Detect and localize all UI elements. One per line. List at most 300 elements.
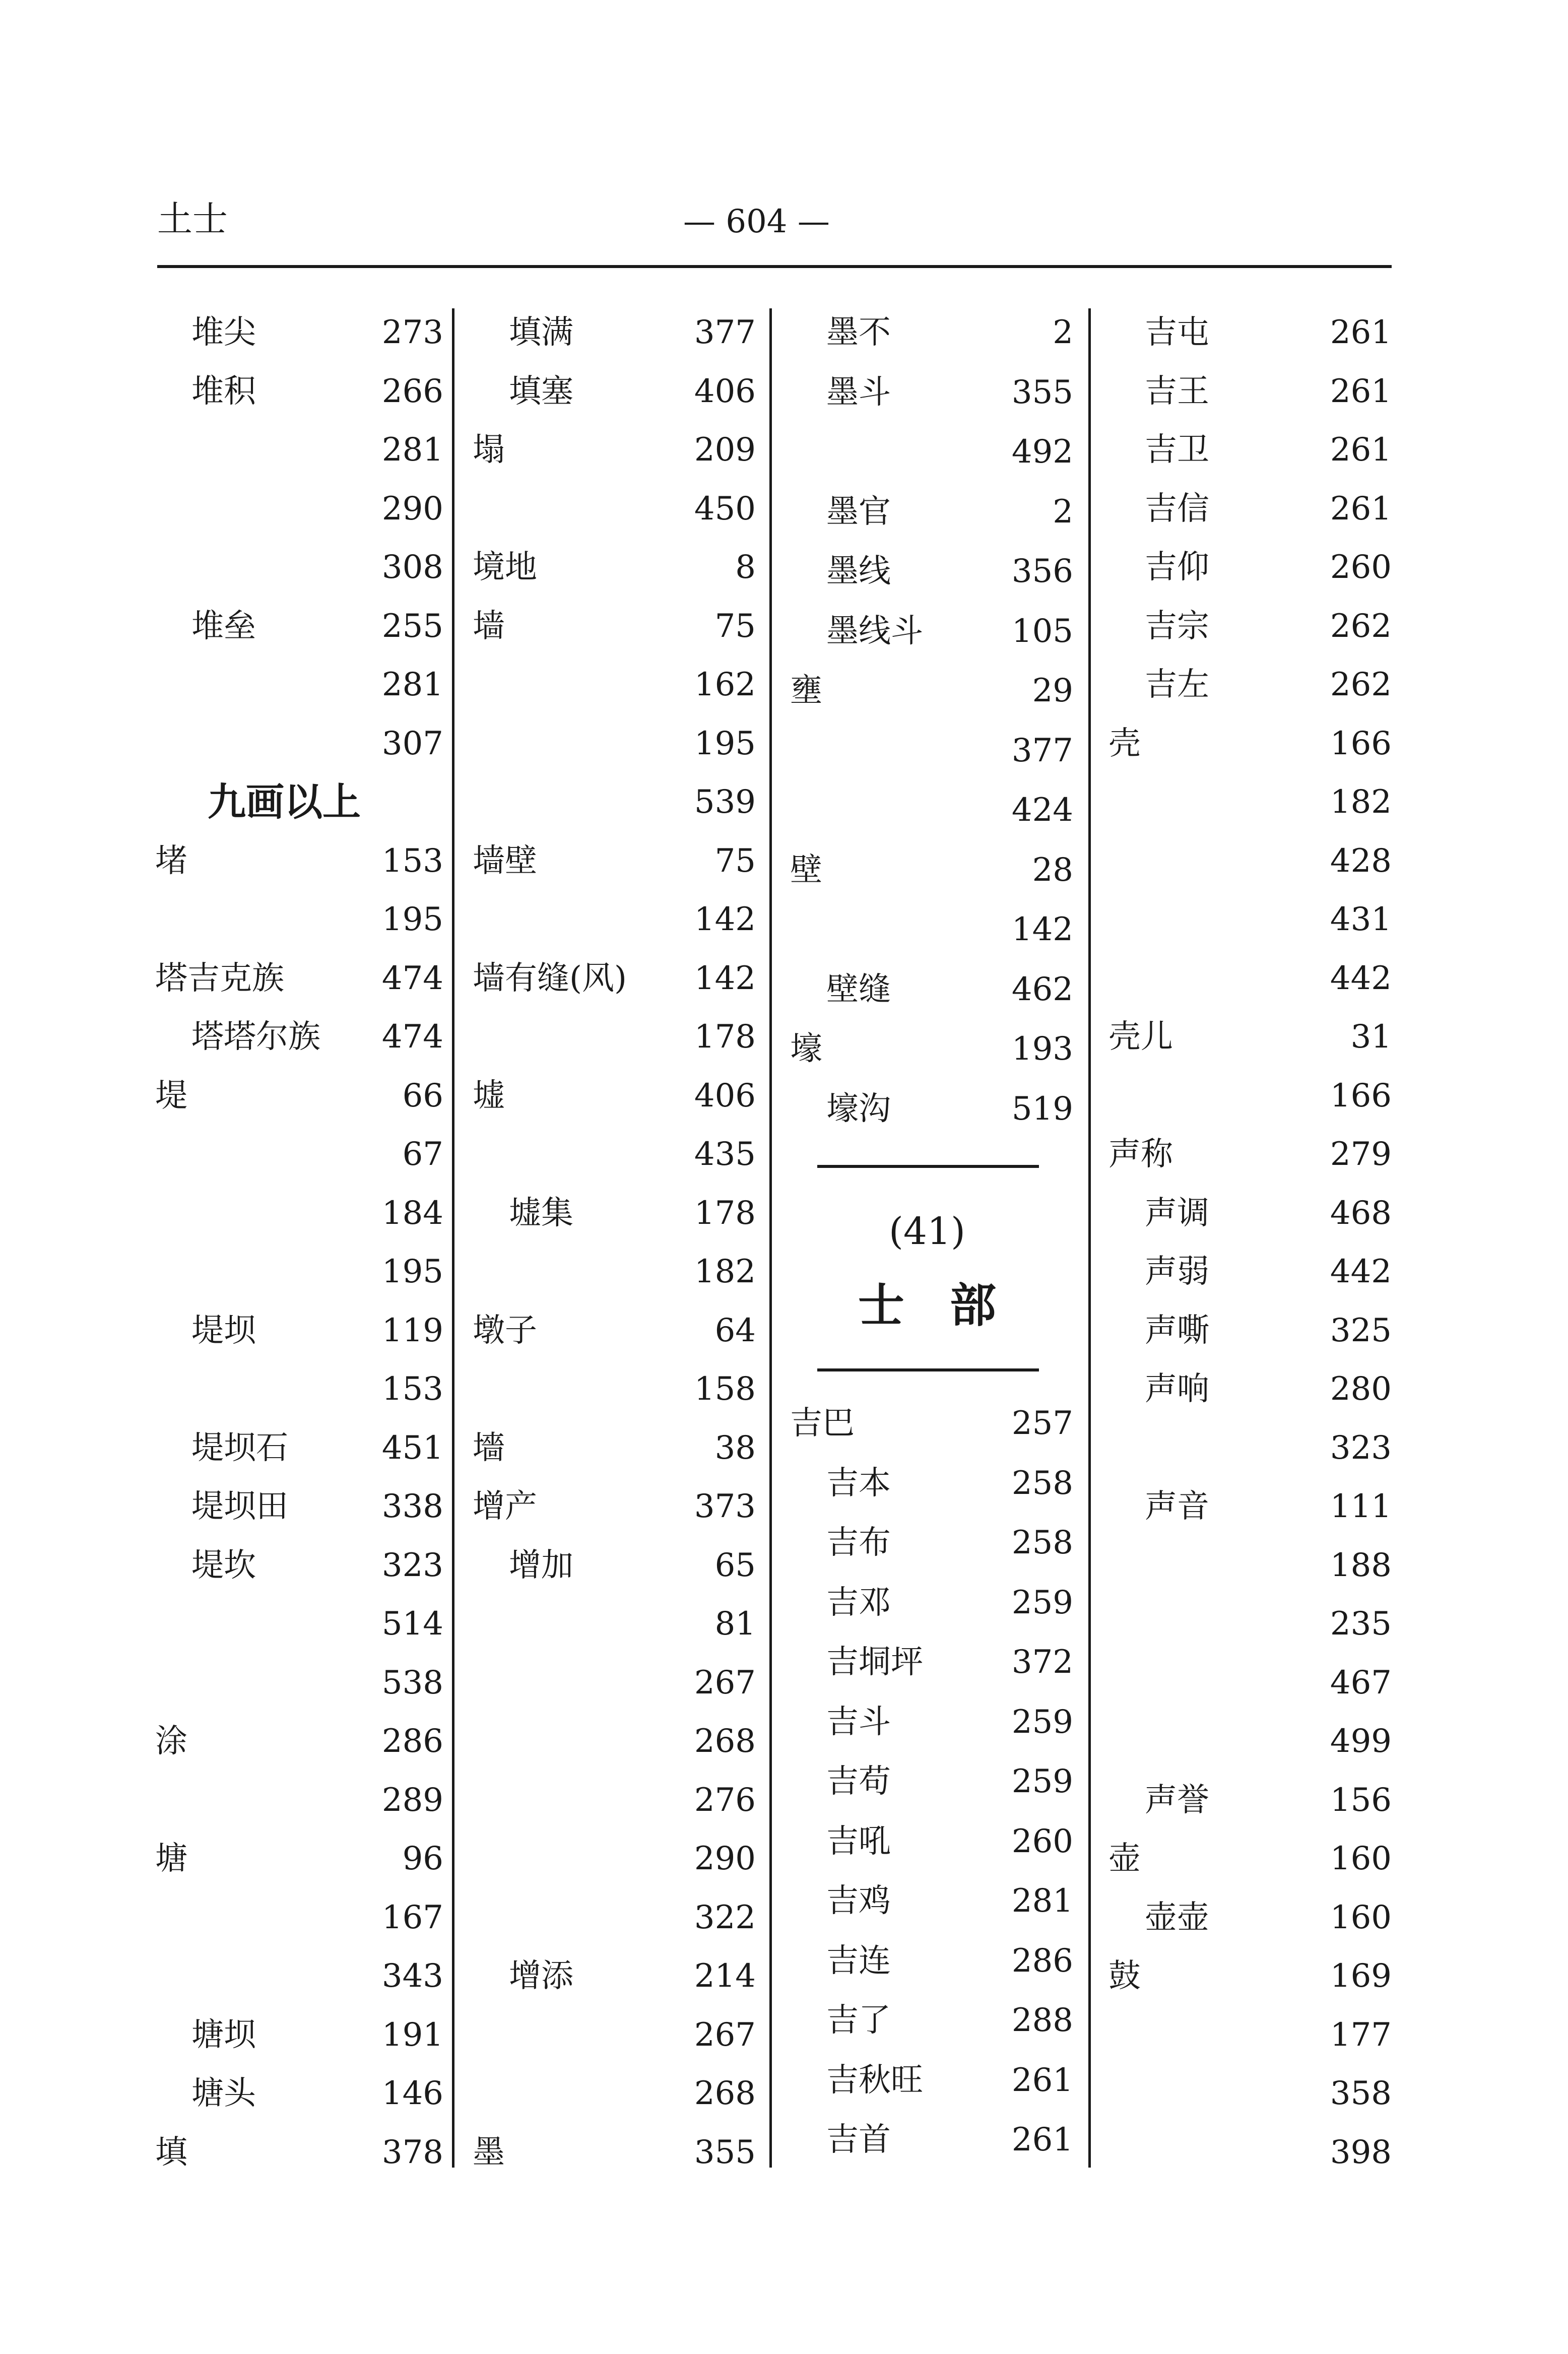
index-entry [469, 2128, 756, 2177]
index-entry [469, 1835, 756, 1883]
entry-page-number: 162 [694, 666, 756, 703]
entry-page-number: 268 [694, 2075, 756, 2112]
entry-page-number: 75 [714, 607, 756, 645]
entry-page-number: 178 [694, 1194, 756, 1232]
index-entry [786, 667, 1073, 715]
index-column-4 [1104, 308, 1392, 2171]
entry-page-number: 378 [381, 2133, 443, 2171]
index-entry [151, 1072, 443, 1120]
index-entry [469, 2069, 756, 2118]
index-entry [786, 1877, 1073, 1925]
index-entry [151, 1835, 443, 1883]
index-entry [1104, 1835, 1392, 1883]
entry-page-number: 177 [1330, 2016, 1392, 2054]
entry-term: 吉连 [826, 1942, 891, 1980]
index-entry [469, 308, 756, 357]
entry-page-number: 167 [381, 1899, 443, 1936]
entry-page-number: 188 [1330, 1546, 1392, 1584]
page-number: — 604 — [683, 203, 830, 240]
entry-term: 墨官 [826, 493, 891, 531]
entry-page-number: 261 [1330, 490, 1392, 528]
entry-term: 吉鸡 [826, 1882, 891, 1920]
index-entry [469, 1072, 756, 1120]
index-entry [786, 1996, 1073, 2045]
index-entry [151, 1248, 443, 1296]
entry-term: 吉信 [1145, 490, 1209, 528]
index-entry [786, 308, 1073, 357]
index-entry [151, 895, 443, 944]
entry-term: 壶 [1108, 1840, 1141, 1877]
entry-page-number: 514 [381, 1605, 443, 1643]
index-entry [469, 367, 756, 416]
index-entry [786, 547, 1073, 596]
index-entry [786, 965, 1073, 1014]
entry-page-number: 111 [1330, 1488, 1392, 1525]
running-head-left: 土士 [157, 199, 228, 240]
column-divider [769, 308, 772, 2168]
index-entry [151, 1600, 443, 1648]
index-entry [469, 1013, 756, 1061]
index-column-1 [151, 308, 443, 2171]
entry-page-number: 158 [694, 1370, 756, 1408]
entry-page-number: 235 [1330, 1605, 1392, 1643]
entry-term: 塌 [473, 431, 505, 469]
entry-page-number: 325 [1330, 1312, 1392, 1349]
index-entry [151, 485, 443, 533]
entry-page-number: 281 [381, 666, 443, 703]
index-entry [469, 1541, 756, 1590]
index-column-3 [786, 308, 1073, 2171]
index-entry [151, 1365, 443, 1413]
entry-page-number: 261 [1330, 372, 1392, 410]
entry-term: 壕沟 [826, 1090, 891, 1128]
index-entry [786, 1817, 1073, 1866]
entry-term: 墨不 [826, 314, 891, 351]
index-entry [469, 1424, 756, 1472]
index-entry [469, 1600, 756, 1648]
entry-term: 墙 [473, 607, 505, 645]
index-entry [151, 426, 443, 474]
entry-page-number: 153 [381, 842, 443, 880]
index-entry [151, 308, 443, 357]
entry-page-number: 451 [381, 1429, 443, 1467]
entry-term: 填 [155, 2133, 187, 2171]
section-heading: 九画以上 [208, 779, 361, 824]
index-entry [1104, 1893, 1392, 1942]
index-entry [1104, 1717, 1392, 1766]
index-entry [469, 778, 756, 826]
index-entry [1104, 1248, 1392, 1296]
index-entry [469, 1893, 756, 1942]
index-entry [1104, 485, 1392, 533]
index-entry [786, 1638, 1073, 1686]
index-entry [786, 727, 1073, 775]
entry-page-number: 290 [694, 1840, 756, 1877]
entry-page-number: 193 [1011, 1030, 1073, 1068]
entry-term: 吉卫 [1145, 431, 1209, 469]
section-rule-bottom [817, 1368, 1039, 1371]
entry-page-number: 355 [694, 2133, 756, 2171]
entry-term: 堵 [155, 842, 187, 880]
entry-page-number: 153 [381, 1370, 443, 1408]
column-divider [452, 308, 454, 2168]
index-entry [786, 607, 1073, 656]
entry-page-number: 259 [1011, 1703, 1073, 1741]
entry-term: 堆尖 [191, 314, 256, 351]
entry-page-number: 142 [1011, 911, 1073, 948]
entry-term: 境地 [473, 549, 537, 586]
entry-term: 增加 [509, 1546, 573, 1584]
entry-page-number: 343 [381, 1957, 443, 1995]
entry-page-number: 28 [1032, 851, 1073, 889]
entry-term: 声音 [1145, 1488, 1209, 1525]
index-entry [469, 1659, 756, 1707]
entry-page-number: 442 [1330, 959, 1392, 997]
entry-page-number: 65 [714, 1546, 756, 1584]
index-entry [1104, 1424, 1392, 1472]
index-entry [469, 720, 756, 768]
entry-term: 声响 [1145, 1370, 1209, 1408]
entry-page-number: 209 [694, 431, 756, 469]
entry-page-number: 66 [402, 1077, 443, 1115]
entry-term: 墻 [473, 1429, 505, 1467]
entry-page-number: 450 [694, 490, 756, 528]
entry-term: 吉仰 [1145, 549, 1209, 586]
entry-page-number: 195 [381, 901, 443, 938]
entry-page-number: 67 [402, 1136, 443, 1173]
entry-term: 壳儿 [1108, 1018, 1173, 1056]
entry-page-number: 261 [1330, 431, 1392, 469]
entry-page-number: 281 [381, 431, 443, 469]
entry-term: 塘 [155, 1840, 187, 1877]
entry-term: 吉屯 [1145, 314, 1209, 351]
entry-term: 涂 [155, 1723, 187, 1760]
index-entry [469, 1189, 756, 1237]
entry-page-number: 142 [694, 901, 756, 938]
entry-page-number: 166 [1330, 725, 1392, 762]
index-entry [1104, 1482, 1392, 1531]
entry-page-number: 2 [1053, 314, 1073, 351]
index-entry [1104, 543, 1392, 592]
entry-page-number: 260 [1011, 1822, 1073, 1860]
entry-page-number: 267 [694, 1664, 756, 1702]
entry-page-number: 259 [1011, 1584, 1073, 1621]
entry-term: 堤坝石 [191, 1429, 288, 1467]
index-entry [786, 846, 1073, 894]
index-entry [151, 1776, 443, 1824]
entry-page-number: 169 [1330, 1957, 1392, 1995]
index-entry [151, 661, 443, 709]
index-entry [786, 1025, 1073, 1073]
index-entry [151, 837, 443, 885]
index-entry [1104, 954, 1392, 1003]
section-number: (41) [889, 1210, 965, 1253]
entry-page-number: 355 [1011, 373, 1073, 411]
index-entry [1104, 778, 1392, 826]
index-entry [469, 1482, 756, 1531]
index-entry [1104, 1013, 1392, 1061]
index-entry [786, 488, 1073, 536]
entry-page-number: 288 [1011, 2002, 1073, 2039]
entry-term: 吉苟 [826, 1763, 891, 1800]
entry-page-number: 442 [1330, 1253, 1392, 1290]
entry-term: 墟 [473, 1077, 505, 1115]
index-entry [786, 786, 1073, 834]
index-entry [786, 1085, 1073, 1133]
entry-term: 墨 [473, 2133, 505, 2171]
index-entry [1104, 1776, 1392, 1824]
entry-page-number: 195 [694, 725, 756, 762]
entry-page-number: 474 [381, 959, 443, 997]
entry-page-number: 279 [1330, 1136, 1392, 1173]
index-entry [786, 2056, 1073, 2105]
index-entry [469, 954, 756, 1003]
entry-page-number: 166 [1330, 1077, 1392, 1115]
index-entry [151, 1717, 443, 1766]
section-rule-top [817, 1165, 1039, 1168]
entry-page-number: 31 [1350, 1018, 1392, 1056]
entry-page-number: 356 [1011, 553, 1073, 590]
entry-page-number: 2 [1053, 493, 1073, 531]
index-entry [469, 2011, 756, 2059]
entry-term: 吉布 [826, 1524, 891, 1561]
entry-term: 壁缝 [826, 970, 891, 1008]
entry-term: 吉秋旺 [826, 2061, 923, 2099]
index-entry [786, 1459, 1073, 1508]
index-entry [786, 2116, 1073, 2164]
entry-page-number: 338 [381, 1488, 443, 1525]
entry-term: 声嘶 [1145, 1312, 1209, 1349]
entry-page-number: 435 [694, 1136, 756, 1173]
entry-term: 墙壁 [473, 842, 537, 880]
index-entry [786, 1757, 1073, 1806]
entry-term: 墨斗 [826, 373, 891, 411]
entry-page-number: 214 [694, 1957, 756, 1995]
entry-term: 堤坝 [191, 1312, 256, 1349]
entry-page-number: 398 [1330, 2133, 1392, 2171]
entry-term: 堤坎 [191, 1546, 256, 1584]
entry-page-number: 276 [694, 1781, 756, 1819]
index-entry [151, 1482, 443, 1531]
entry-term: 声调 [1145, 1194, 1209, 1232]
entry-page-number: 307 [381, 725, 443, 762]
entry-term: 填塞 [509, 372, 573, 410]
entry-term: 堤 [155, 1077, 187, 1115]
entry-page-number: 492 [1011, 433, 1073, 471]
entry-term: 壶壶 [1145, 1899, 1209, 1936]
entry-page-number: 467 [1330, 1664, 1392, 1702]
entry-page-number: 308 [381, 549, 443, 586]
index-entry [786, 905, 1073, 954]
entry-term: 鼓 [1108, 1957, 1141, 1995]
entry-page-number: 373 [694, 1488, 756, 1525]
index-entry [469, 1130, 756, 1179]
section-title: 士部 [858, 1279, 1041, 1333]
entry-page-number: 75 [714, 842, 756, 880]
column-divider [1088, 308, 1091, 2168]
entry-page-number: 286 [381, 1723, 443, 1760]
entry-page-number: 105 [1011, 612, 1073, 650]
index-entry [469, 1776, 756, 1824]
entry-term: 吉王 [1145, 372, 1209, 410]
entry-page-number: 323 [381, 1546, 443, 1584]
entry-term: 壳 [1108, 725, 1141, 762]
entry-page-number: 539 [694, 783, 756, 821]
entry-page-number: 474 [381, 1018, 443, 1056]
entry-page-number: 289 [381, 1781, 443, 1819]
entry-term: 壕 [790, 1030, 822, 1068]
entry-term: 塘头 [191, 2075, 256, 2112]
index-entry [1104, 1600, 1392, 1648]
entry-page-number: 195 [381, 1253, 443, 1290]
index-entry [151, 1189, 443, 1237]
index-entry [786, 1698, 1073, 1746]
entry-page-number: 184 [381, 1194, 443, 1232]
index-entry [1104, 2069, 1392, 2118]
entry-term: 堆垒 [191, 607, 256, 645]
entry-page-number: 261 [1330, 314, 1392, 351]
index-entry [1104, 1130, 1392, 1179]
entry-page-number: 259 [1011, 1763, 1073, 1800]
entry-page-number: 431 [1330, 901, 1392, 938]
index-column-2 [469, 308, 756, 2171]
entry-term: 墩子 [473, 1312, 537, 1349]
entry-page-number: 156 [1330, 1781, 1392, 1819]
index-entry [151, 2128, 443, 2177]
index-entry [469, 1952, 756, 2000]
entry-term: 吉本 [826, 1464, 891, 1502]
entry-term: 声誉 [1145, 1781, 1209, 1819]
entry-page-number: 142 [694, 959, 756, 997]
entry-page-number: 428 [1330, 842, 1392, 880]
entry-page-number: 519 [1011, 1090, 1073, 1128]
index-entry [469, 661, 756, 709]
entry-page-number: 257 [1011, 1405, 1073, 1442]
entry-page-number: 182 [694, 1253, 756, 1290]
index-entry [1104, 367, 1392, 416]
entry-page-number: 462 [1011, 970, 1073, 1008]
index-entry [151, 720, 443, 768]
entry-page-number: 468 [1330, 1194, 1392, 1232]
entry-page-number: 280 [1330, 1370, 1392, 1408]
entry-page-number: 286 [1011, 1942, 1073, 1980]
index-entry [469, 543, 756, 592]
entry-page-number: 322 [694, 1899, 756, 1936]
index-entry [469, 1306, 756, 1355]
entry-page-number: 377 [694, 314, 756, 351]
index-entry [151, 367, 443, 416]
entry-term: 堆积 [191, 372, 256, 410]
index-entry [151, 1306, 443, 1355]
entry-term: 吉吼 [826, 1822, 891, 1860]
entry-page-number: 29 [1032, 672, 1073, 709]
index-entry [1104, 602, 1392, 650]
index-entry [469, 837, 756, 885]
entry-page-number: 182 [1330, 783, 1392, 821]
entry-page-number: 372 [1011, 1644, 1073, 1681]
entry-page-number: 178 [694, 1018, 756, 1056]
entry-page-number: 267 [694, 2016, 756, 2054]
entry-page-number: 261 [1011, 2121, 1073, 2159]
index-entry [469, 1717, 756, 1766]
index-entry [1104, 720, 1392, 768]
index-entry [1104, 1952, 1392, 2000]
entry-term: 壁 [790, 851, 822, 889]
index-entry [469, 1365, 756, 1413]
entry-term: 墟集 [509, 1194, 573, 1232]
entry-page-number: 406 [694, 372, 756, 410]
entry-term: 声称 [1108, 1136, 1173, 1173]
index-entry [1104, 895, 1392, 944]
entry-term: 吉首 [826, 2121, 891, 2159]
entry-page-number: 538 [381, 1664, 443, 1702]
index-entry [151, 2011, 443, 2059]
entry-page-number: 255 [381, 607, 443, 645]
index-entry [151, 1541, 443, 1590]
entry-page-number: 38 [714, 1429, 756, 1467]
index-entry [151, 543, 443, 592]
entry-page-number: 96 [402, 1840, 443, 1877]
index-entry [786, 1579, 1073, 1627]
entry-term: 墨线 [826, 553, 891, 590]
entry-page-number: 358 [1330, 2075, 1392, 2112]
index-entry [151, 602, 443, 650]
index-entry [151, 2069, 443, 2118]
entry-term: 塔塔尔族 [191, 1018, 320, 1056]
index-entry [1104, 1541, 1392, 1590]
entry-page-number: 260 [1330, 549, 1392, 586]
entry-page-number: 266 [381, 372, 443, 410]
index-entry [1104, 426, 1392, 474]
entry-page-number: 191 [381, 2016, 443, 2054]
entry-page-number: 64 [714, 1312, 756, 1349]
index-entry [1104, 837, 1392, 885]
index-entry [1104, 1072, 1392, 1120]
entry-page-number: 499 [1330, 1723, 1392, 1760]
index-entry [1104, 1365, 1392, 1413]
index-entry [151, 1013, 443, 1061]
entry-term: 墙有缝(风) [473, 959, 627, 997]
index-entry [786, 1937, 1073, 1985]
entry-page-number: 258 [1011, 1524, 1073, 1561]
entry-page-number: 81 [714, 1605, 756, 1643]
index-entry [151, 1659, 443, 1707]
entry-term: 吉宗 [1145, 607, 1209, 645]
index-entry [469, 426, 756, 474]
entry-page-number: 424 [1011, 792, 1073, 829]
entry-term: 吉左 [1145, 666, 1209, 703]
entry-term: 塘坝 [191, 2016, 256, 2054]
index-entry [151, 1952, 443, 2000]
index-entry [786, 368, 1073, 417]
index-entry [151, 954, 443, 1003]
entry-page-number: 262 [1330, 666, 1392, 703]
index-entry [469, 485, 756, 533]
entry-page-number: 160 [1330, 1899, 1392, 1936]
index-entry [1104, 1659, 1392, 1707]
index-entry [1104, 2011, 1392, 2059]
entry-page-number: 119 [381, 1312, 443, 1349]
index-entry [1104, 1306, 1392, 1355]
entry-page-number: 323 [1330, 1429, 1392, 1467]
index-entry [1104, 2128, 1392, 2177]
entry-page-number: 160 [1330, 1840, 1392, 1877]
index-entry [469, 895, 756, 944]
entry-page-number: 377 [1011, 732, 1073, 769]
index-entry [1104, 308, 1392, 357]
entry-term: 吉巴 [790, 1405, 855, 1442]
entry-page-number: 262 [1330, 607, 1392, 645]
